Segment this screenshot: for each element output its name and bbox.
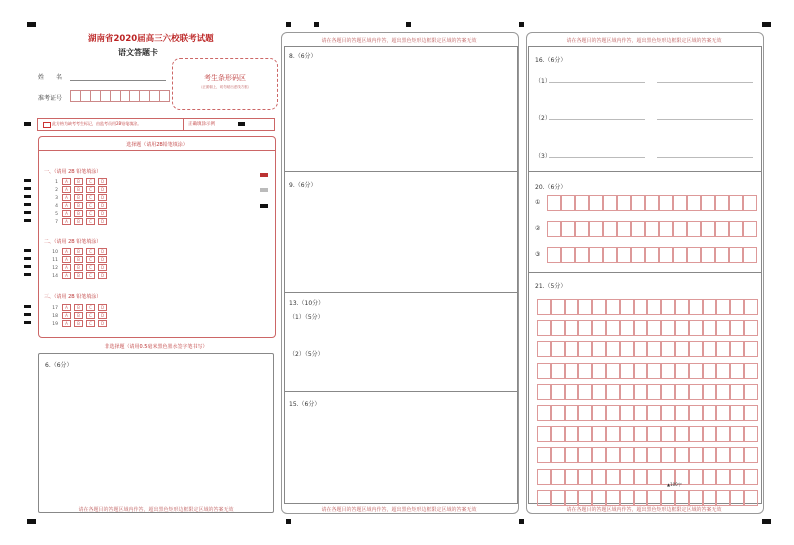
grid-cell[interactable] <box>589 221 603 237</box>
grid-cell[interactable] <box>659 221 673 237</box>
grid-cell[interactable] <box>620 469 634 485</box>
grid-cell[interactable] <box>634 363 648 379</box>
item-label: （3） <box>535 153 551 160</box>
grid-cell[interactable] <box>547 221 561 237</box>
grid-cell[interactable] <box>592 469 606 485</box>
grid-cell[interactable] <box>547 195 561 211</box>
timing-mark <box>260 188 268 192</box>
absent-bar <box>37 118 275 131</box>
grid-cell[interactable] <box>647 384 661 400</box>
question-row[interactable]: 3 A B C D <box>48 194 110 201</box>
grid-cell[interactable] <box>578 447 592 463</box>
grid-cell[interactable] <box>675 447 689 463</box>
grid-cell[interactable] <box>634 469 648 485</box>
grid-cell[interactable] <box>631 195 645 211</box>
grid-cell[interactable] <box>551 405 565 421</box>
grid-cell[interactable] <box>565 490 579 506</box>
name-label: 姓 名 <box>38 74 63 81</box>
grid-cell[interactable] <box>675 320 689 336</box>
answer-box-q13[interactable] <box>284 292 518 392</box>
grid-cell[interactable] <box>620 320 634 336</box>
grid-cell[interactable] <box>537 299 551 315</box>
grid-cell[interactable] <box>606 363 620 379</box>
grid-cell[interactable] <box>592 490 606 506</box>
grid-cell[interactable] <box>661 426 675 442</box>
timing-mark <box>27 22 36 27</box>
grid-cell[interactable] <box>703 405 717 421</box>
grid-cell[interactable] <box>589 247 603 263</box>
grid-cell[interactable] <box>716 426 730 442</box>
grid-cell[interactable] <box>661 405 675 421</box>
grid-cell[interactable] <box>592 299 606 315</box>
grid-cell[interactable] <box>647 320 661 336</box>
barcode-note: （正面朝上，切勿贴出虚线方框） <box>198 85 252 89</box>
grid-cell[interactable] <box>744 426 758 442</box>
timing-mark <box>24 122 31 126</box>
answer-box-q6[interactable] <box>38 353 274 513</box>
grid-cell[interactable] <box>673 247 687 263</box>
grid-cell[interactable] <box>634 341 648 357</box>
choice-title: 选择题（请用2B铅笔填涂） <box>126 142 188 148</box>
item-label: ③ <box>535 251 541 258</box>
grid-cell[interactable] <box>687 221 701 237</box>
grid-cell[interactable] <box>578 384 592 400</box>
grid-cell[interactable] <box>703 341 717 357</box>
question-label: 21.（5分） <box>535 283 567 290</box>
answer-box-q21[interactable] <box>528 272 762 504</box>
grid-cell[interactable] <box>716 469 730 485</box>
grid-cell[interactable] <box>565 341 579 357</box>
grid-cell[interactable] <box>703 363 717 379</box>
question-row[interactable]: 12 A B C D <box>48 264 110 271</box>
grid-cell[interactable] <box>620 299 634 315</box>
question-row[interactable]: 1 A B C D <box>48 178 110 185</box>
question-label: 8.（6分） <box>289 53 317 60</box>
grid-cell[interactable] <box>689 447 703 463</box>
nonchoice-title: 非选择题（请用0.5毫米黑色墨水签字笔书写） <box>104 344 208 350</box>
timing-mark <box>24 249 31 252</box>
grid-cell[interactable] <box>578 426 592 442</box>
barcode-title: 考生条形码区 <box>204 74 246 82</box>
question-label: 16.（6分） <box>535 57 567 64</box>
question-label: 9.（6分） <box>289 182 317 189</box>
grid-cell[interactable] <box>661 363 675 379</box>
absent-note: 此方格为缺考考生标记，由监考员用2B铅笔填涂。 <box>52 121 142 126</box>
question-label: 6.（6分） <box>45 362 73 369</box>
grid-cell[interactable] <box>592 341 606 357</box>
grid-cell[interactable] <box>603 221 617 237</box>
grid-cell[interactable] <box>703 299 717 315</box>
grid-cell[interactable] <box>547 247 561 263</box>
grid-cell[interactable] <box>716 405 730 421</box>
timing-mark <box>406 22 411 27</box>
timing-mark <box>24 179 31 182</box>
grid-cell[interactable] <box>661 447 675 463</box>
grid-cell[interactable] <box>730 363 744 379</box>
grid-cell[interactable] <box>647 447 661 463</box>
grid-cell[interactable] <box>631 247 645 263</box>
id-number-boxes[interactable] <box>70 90 170 102</box>
grid-cell[interactable] <box>537 447 551 463</box>
grid-cell[interactable] <box>647 341 661 357</box>
timing-mark <box>314 22 319 27</box>
warning-note: 请在各题目的答题区域内作答，超出黑色矩形边框限定区域的答案无效 <box>321 38 477 44</box>
grid-cell[interactable] <box>703 320 717 336</box>
grid-cell[interactable] <box>592 384 606 400</box>
question-row[interactable]: 17 A B C D <box>48 304 110 311</box>
grid-cell[interactable] <box>647 490 661 506</box>
grid-cell[interactable] <box>575 221 589 237</box>
grid-cell[interactable] <box>703 426 717 442</box>
grid-cell[interactable] <box>561 221 575 237</box>
timing-mark <box>24 211 31 214</box>
answer-box-q15[interactable] <box>284 391 518 504</box>
grid-cell[interactable] <box>744 469 758 485</box>
grid-cell[interactable] <box>659 247 673 263</box>
grid-cell[interactable] <box>592 447 606 463</box>
grid-cell[interactable] <box>675 363 689 379</box>
grid-cell[interactable] <box>606 405 620 421</box>
grid-cell[interactable] <box>744 341 758 357</box>
timing-mark <box>24 313 31 316</box>
grid-cell[interactable] <box>606 299 620 315</box>
grid-cell[interactable] <box>620 405 634 421</box>
section-heading: 二、（请用 2B 铅笔填涂） <box>44 239 102 245</box>
grid-cell[interactable] <box>703 447 717 463</box>
grid-cell[interactable] <box>730 405 744 421</box>
grid-cell[interactable] <box>634 384 648 400</box>
grid-cell[interactable] <box>645 247 659 263</box>
timing-mark <box>24 219 31 222</box>
grid-cell[interactable] <box>551 384 565 400</box>
name-field[interactable] <box>70 80 166 81</box>
grid-cell[interactable] <box>617 195 631 211</box>
timing-mark <box>519 22 524 27</box>
timing-mark <box>24 257 31 260</box>
grid-cell[interactable] <box>617 221 631 237</box>
grid-cell[interactable] <box>689 341 703 357</box>
grid-cell[interactable] <box>715 247 729 263</box>
grid-cell[interactable] <box>537 320 551 336</box>
grid-cell[interactable] <box>661 341 675 357</box>
grid-cell[interactable] <box>645 195 659 211</box>
grid-cell[interactable] <box>689 299 703 315</box>
question-row[interactable]: 5 A B C D <box>48 210 110 217</box>
grid-cell[interactable] <box>689 384 703 400</box>
timing-mark <box>24 187 31 190</box>
grid-cell[interactable] <box>565 405 579 421</box>
question-row[interactable]: 18 A B C D <box>48 312 110 319</box>
grid-cell[interactable] <box>617 247 631 263</box>
grid-cell[interactable] <box>606 341 620 357</box>
grid-cell[interactable] <box>620 490 634 506</box>
grid-cell[interactable] <box>578 469 592 485</box>
grid-cell[interactable] <box>729 247 743 263</box>
question-row[interactable]: 7 A B C D <box>48 218 110 225</box>
answer-box-q8[interactable] <box>284 46 518 172</box>
grid-cell[interactable] <box>551 341 565 357</box>
grid-cell[interactable] <box>703 490 717 506</box>
grid-cell[interactable] <box>729 221 743 237</box>
grid-cell[interactable] <box>743 195 757 211</box>
timing-mark <box>762 519 771 524</box>
grid-cell[interactable] <box>537 363 551 379</box>
question-row[interactable]: 2 A B C D <box>48 186 110 193</box>
grid-cell[interactable] <box>701 195 715 211</box>
grid-cell[interactable] <box>730 299 744 315</box>
grid-cell[interactable] <box>537 490 551 506</box>
grid-cell[interactable] <box>675 299 689 315</box>
grid-cell[interactable] <box>730 426 744 442</box>
grid-cell[interactable] <box>647 363 661 379</box>
item-label: （2） <box>535 115 551 122</box>
question-row[interactable]: 14 A B C D <box>48 272 110 279</box>
grid-cell[interactable] <box>744 363 758 379</box>
grid-cell[interactable] <box>730 320 744 336</box>
item-label: ② <box>535 225 541 232</box>
grid-cell[interactable] <box>730 490 744 506</box>
item-label: ① <box>535 199 541 206</box>
grid-cell[interactable] <box>620 384 634 400</box>
grid-cell[interactable] <box>565 299 579 315</box>
timing-mark <box>762 22 771 27</box>
grid-cell[interactable] <box>634 405 648 421</box>
barcode-area <box>172 58 278 110</box>
grid-cell[interactable] <box>744 490 758 506</box>
grid-cell[interactable] <box>565 320 579 336</box>
grid-cell[interactable] <box>589 195 603 211</box>
grid-cell[interactable] <box>606 447 620 463</box>
grid-cell[interactable] <box>744 447 758 463</box>
grid-cell[interactable] <box>730 469 744 485</box>
grid-cell[interactable] <box>575 195 589 211</box>
grid-cell[interactable] <box>578 320 592 336</box>
grid-cell[interactable] <box>743 247 757 263</box>
grid-cell[interactable] <box>551 363 565 379</box>
grid-cell[interactable] <box>620 341 634 357</box>
grid-cell[interactable] <box>673 221 687 237</box>
grid-cell[interactable] <box>743 221 757 237</box>
timing-mark <box>24 203 31 206</box>
timing-mark <box>24 321 31 324</box>
grid-cell[interactable] <box>661 490 675 506</box>
section-heading: 三、（请用 2B 铅笔填涂） <box>44 294 102 300</box>
grid-cell[interactable] <box>561 195 575 211</box>
grid-cell[interactable] <box>716 447 730 463</box>
grid-cell[interactable] <box>561 247 575 263</box>
grid-cell[interactable] <box>578 363 592 379</box>
grid-cell[interactable] <box>716 299 730 315</box>
grid-cell[interactable] <box>730 341 744 357</box>
grid-cell[interactable] <box>620 426 634 442</box>
grid-cell[interactable] <box>716 363 730 379</box>
grid-cell[interactable] <box>730 447 744 463</box>
grid-cell[interactable] <box>551 447 565 463</box>
grid-cell[interactable] <box>578 299 592 315</box>
exam-title: 湖南省2020届高三六校联考试题 <box>88 34 214 44</box>
id-label: 准考证号 <box>38 95 63 102</box>
grid-cell[interactable] <box>551 469 565 485</box>
grid-cell[interactable] <box>631 221 645 237</box>
grid-cell[interactable] <box>730 384 744 400</box>
grid-cell[interactable] <box>661 320 675 336</box>
grid-cell[interactable] <box>537 469 551 485</box>
warning-note: 请在各题目的答题区域内作答，超出黑色矩形边框限定区域的答案无效 <box>78 507 234 513</box>
grid-cell[interactable] <box>575 247 589 263</box>
subquestion-label: （2）（5分） <box>289 351 324 358</box>
grid-cell[interactable] <box>703 384 717 400</box>
warning-note: 请在各题目的答题区域内作答，超出黑色矩形边框限定区域的答案无效 <box>321 507 477 513</box>
absent-checkbox[interactable] <box>43 122 51 128</box>
grid-cell[interactable] <box>687 195 701 211</box>
grid-cell[interactable] <box>606 490 620 506</box>
grid-cell[interactable] <box>592 363 606 379</box>
grid-cell[interactable] <box>689 426 703 442</box>
grid-cell[interactable] <box>606 469 620 485</box>
timing-mark <box>286 22 291 27</box>
grid-cell[interactable] <box>603 195 617 211</box>
grid-cell[interactable] <box>537 426 551 442</box>
card-title: 语文答题卡 <box>118 48 158 57</box>
grid-cell[interactable] <box>689 405 703 421</box>
warning-note: 请在各题目的答题区域内作答，超出黑色矩形边框限定区域的答案无效 <box>566 38 722 44</box>
grid-cell[interactable] <box>703 469 717 485</box>
grid-cell[interactable] <box>744 384 758 400</box>
grid-cell[interactable] <box>537 341 551 357</box>
grid-cell[interactable] <box>744 299 758 315</box>
question-label: 20.（6分） <box>535 184 567 191</box>
timing-mark <box>24 305 31 308</box>
grid-cell[interactable] <box>689 469 703 485</box>
grid-cell[interactable] <box>715 221 729 237</box>
answer-box-q20[interactable] <box>528 171 762 273</box>
timing-mark <box>24 273 31 276</box>
section-heading: 一、（请用 2B 铅笔填涂） <box>44 169 102 175</box>
grid-cell[interactable] <box>716 320 730 336</box>
grid-cell[interactable] <box>606 320 620 336</box>
grid-cell[interactable] <box>578 405 592 421</box>
grid-cell[interactable] <box>659 195 673 211</box>
grid-cell[interactable] <box>647 299 661 315</box>
grid-cell[interactable] <box>675 405 689 421</box>
grid-cell[interactable] <box>620 363 634 379</box>
grid-cell[interactable] <box>689 320 703 336</box>
grid-cell[interactable] <box>578 490 592 506</box>
grid-cell[interactable] <box>701 247 715 263</box>
grid-cell[interactable] <box>565 363 579 379</box>
grid-cell[interactable] <box>647 469 661 485</box>
grid-cell[interactable] <box>716 341 730 357</box>
warning-note: 请在各题目的答题区域内作答，超出黑色矩形边框限定区域的答案无效 <box>566 507 722 513</box>
grid-cell[interactable] <box>675 341 689 357</box>
question-label: 13.（10分） <box>289 300 325 307</box>
timing-mark <box>286 519 291 524</box>
grid-cell[interactable] <box>634 490 648 506</box>
grid-cell[interactable] <box>689 363 703 379</box>
grid-cell[interactable] <box>537 384 551 400</box>
grid-cell[interactable] <box>647 405 661 421</box>
grid-cell[interactable] <box>647 426 661 442</box>
grid-cell[interactable] <box>578 341 592 357</box>
timing-mark <box>24 195 31 198</box>
grid-cell[interactable] <box>689 490 703 506</box>
grid-cell[interactable] <box>661 299 675 315</box>
grid-cell[interactable] <box>606 426 620 442</box>
grid-cell[interactable] <box>687 247 701 263</box>
subquestion-label: （1）（5分） <box>289 314 324 321</box>
grid-cell[interactable] <box>634 447 648 463</box>
grid-cell[interactable] <box>565 447 579 463</box>
timing-mark <box>519 519 524 524</box>
grid-cell[interactable] <box>565 384 579 400</box>
answer-box-q16[interactable] <box>528 46 762 172</box>
question-row[interactable]: 4 A B C D <box>48 202 110 209</box>
item-label: （1） <box>535 78 551 85</box>
word-count-label: ▲100字 <box>667 482 682 487</box>
grid-cell[interactable] <box>551 490 565 506</box>
grid-cell[interactable] <box>715 195 729 211</box>
grid-cell[interactable] <box>551 299 565 315</box>
grid-cell[interactable] <box>675 426 689 442</box>
timing-mark <box>260 173 268 177</box>
grid-cell[interactable] <box>634 299 648 315</box>
timing-mark <box>260 204 268 208</box>
answer-box-q9[interactable] <box>284 171 518 293</box>
grid-cell[interactable] <box>661 384 675 400</box>
grid-cell[interactable] <box>551 320 565 336</box>
grid-cell[interactable] <box>634 426 648 442</box>
grid-cell[interactable] <box>634 320 648 336</box>
grid-cell[interactable] <box>729 195 743 211</box>
grid-cell[interactable] <box>716 384 730 400</box>
grid-cell[interactable] <box>716 490 730 506</box>
grid-cell[interactable] <box>606 384 620 400</box>
timing-mark <box>27 519 36 524</box>
timing-mark <box>24 265 31 268</box>
grid-cell[interactable] <box>551 426 565 442</box>
fill-example-mark <box>238 122 245 126</box>
grid-cell[interactable] <box>645 221 659 237</box>
question-row[interactable]: 11 A B C D <box>48 256 110 263</box>
grid-cell[interactable] <box>537 405 551 421</box>
grid-cell[interactable] <box>744 320 758 336</box>
fill-example-label: 正确填涂示例 <box>188 122 215 127</box>
grid-cell[interactable] <box>603 247 617 263</box>
grid-cell[interactable] <box>675 384 689 400</box>
grid-cell[interactable] <box>592 320 606 336</box>
question-label: 15.（6分） <box>289 401 321 408</box>
question-row[interactable]: 19 A B C D <box>48 320 110 327</box>
grid-cell[interactable] <box>620 447 634 463</box>
grid-cell[interactable] <box>744 405 758 421</box>
grid-cell[interactable] <box>592 426 606 442</box>
question-row[interactable]: 10 A B C D <box>48 248 110 255</box>
grid-cell[interactable] <box>592 405 606 421</box>
grid-cell[interactable] <box>675 490 689 506</box>
grid-cell[interactable] <box>565 469 579 485</box>
grid-cell[interactable] <box>673 195 687 211</box>
grid-cell[interactable] <box>701 221 715 237</box>
grid-cell[interactable] <box>565 426 579 442</box>
